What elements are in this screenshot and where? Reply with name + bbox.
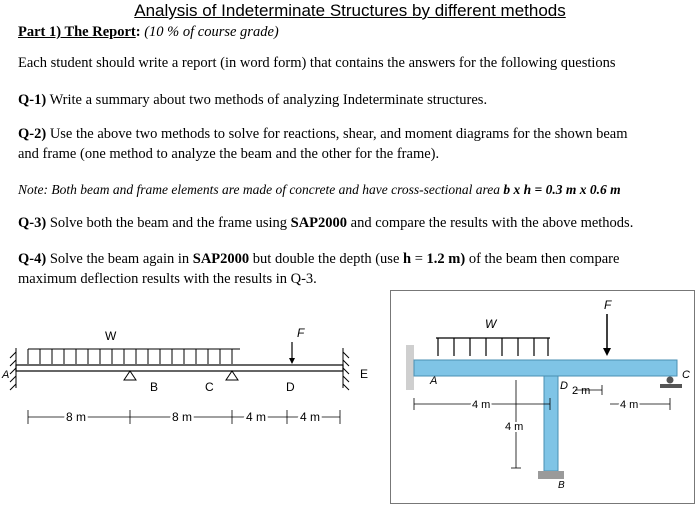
beam-fixed-support-left xyxy=(10,348,16,390)
beam-node-b: B xyxy=(150,380,159,394)
beam-support-c xyxy=(226,371,238,380)
question-3 xyxy=(18,215,633,232)
intro-text: Each student should write a report (in word form) that contains the answers for the following questions xyxy=(18,55,616,71)
beam-point-load-head xyxy=(289,358,295,364)
note-dims: b x h = 0.3 m x 0.6 m xyxy=(503,182,621,197)
page-title: Analysis of Indeterminate Structures by different methods xyxy=(134,1,566,20)
beam-point-load-label: F xyxy=(297,326,305,340)
q3-post: and compare the results with the above methods. xyxy=(350,215,634,231)
beam-figure xyxy=(0,318,380,438)
frame-dim-col: 4 m xyxy=(505,421,524,433)
beam-node-c: C xyxy=(205,380,214,394)
frame-dim-right: 4 m xyxy=(620,399,639,411)
beam-node-a: A xyxy=(2,369,10,381)
q3-label: Q-3) xyxy=(18,215,47,231)
frame-beam xyxy=(414,360,677,376)
q4-h: h xyxy=(403,251,412,267)
frame-point-load-label: F xyxy=(604,298,612,312)
part1-heading: Part 1) The Report xyxy=(18,24,136,40)
beam-distributed-load xyxy=(28,349,240,364)
frame-dim-left: 4 m xyxy=(472,399,491,411)
beam-load-label: W xyxy=(105,329,117,343)
frame-node-d: D xyxy=(560,380,568,392)
beam-dim-1: 8 m xyxy=(66,410,87,424)
beam-support-b xyxy=(124,371,136,380)
q4-eq: = xyxy=(414,251,423,267)
beam-node-e: E xyxy=(360,367,369,381)
question-4 xyxy=(18,251,619,268)
beam-dim-2: 8 m xyxy=(172,410,193,424)
question-2 xyxy=(18,126,627,143)
beam-dim-4: 4 m xyxy=(300,410,321,424)
part1-colon: : xyxy=(135,24,141,40)
beam-node-d: D xyxy=(286,380,295,394)
beam-dim-3: 4 m xyxy=(246,410,267,424)
part1-line xyxy=(18,24,279,41)
q4-sap: SAP2000 xyxy=(192,251,250,267)
question-1 xyxy=(18,92,487,109)
frame-load-label: W xyxy=(485,317,497,331)
frame-node-b: B xyxy=(558,480,565,491)
q4-mid: but double the depth (use xyxy=(252,251,400,267)
frame-wall-left xyxy=(406,345,414,390)
frame-base-b xyxy=(538,471,564,479)
frame-dim-mid: 2 m xyxy=(572,385,591,397)
q2-line1: Use the above two methods to solve for reactions, shear, and moment diagrams for the shown beam xyxy=(49,126,628,142)
note-text: Note: Both beam and frame elements are made of concrete and have cross-sectional area xyxy=(18,182,501,197)
q3-sap: SAP2000 xyxy=(290,215,348,231)
q4-pre: Solve the beam again in xyxy=(49,251,190,267)
beam-fixed-support-right xyxy=(343,348,349,390)
q1-text: Write a summary about two methods of analyzing Indeterminate structures. xyxy=(49,92,488,108)
q4-post: of the beam then compare xyxy=(468,251,620,267)
frame-column xyxy=(544,376,558,471)
q2-line2: and frame (one method to analyze the beam and the other for the frame). xyxy=(18,146,440,162)
frame-node-c: C xyxy=(682,369,690,381)
q4-hval: 1.2 m) xyxy=(426,251,466,267)
beam-member xyxy=(16,365,343,371)
q4-line2: maximum deflection results with the results in Q-3. xyxy=(18,271,317,287)
frame-node-a: A xyxy=(430,375,438,387)
frame-figure xyxy=(390,290,695,505)
part1-weight: (10 % of course grade) xyxy=(144,24,279,40)
q4-label: Q-4) xyxy=(18,251,47,267)
q2-label: Q-2) xyxy=(18,126,47,142)
note xyxy=(18,182,621,198)
q1-label: Q-1) xyxy=(18,92,47,108)
q3-pre: Solve both the beam and the frame using xyxy=(49,215,287,231)
